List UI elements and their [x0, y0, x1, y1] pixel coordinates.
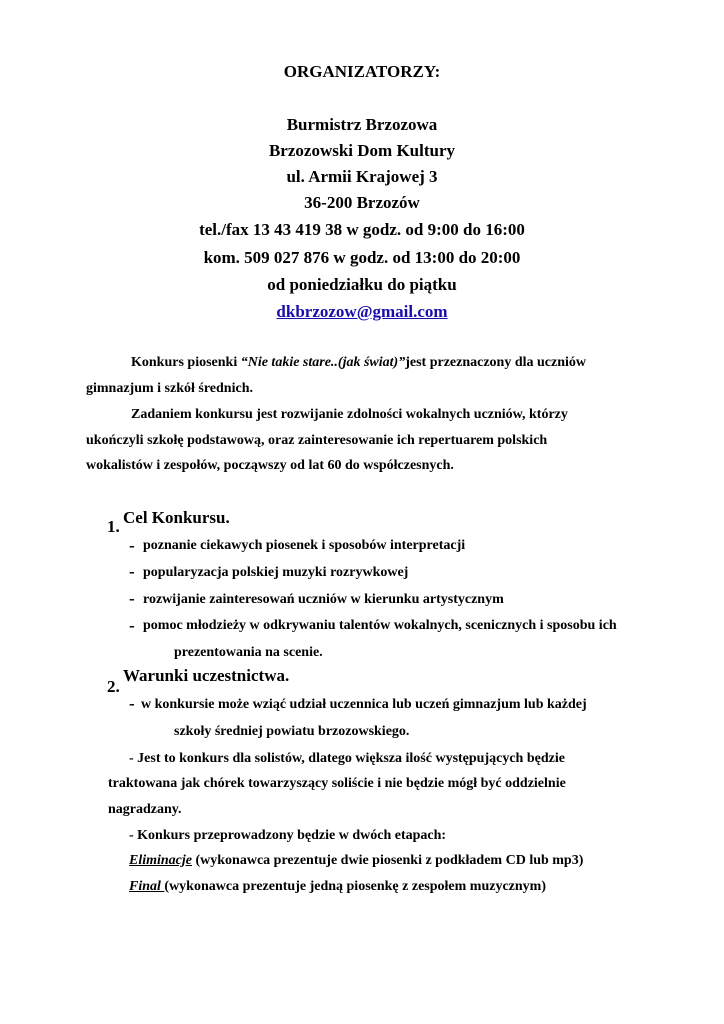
- intro-line-2: gimnazjum i szkół średnich.: [86, 381, 253, 396]
- section2-title: Warunki uczestnictwa.: [123, 666, 290, 685]
- phone-fax: tel./fax 13 43 419 38 w godz. od 9:00 do 16:00: [199, 220, 525, 239]
- stage-final-label: Final: [129, 879, 165, 894]
- section2-condition-2-cont: traktowana jak chórek towarzyszący soliście i nie będzie mógł być oddzielnie: [108, 776, 566, 791]
- bullet-dash: -: [129, 589, 135, 608]
- organizer-line: Brzozowski Dom Kultury: [268, 141, 456, 160]
- section1-item: popularyzacja polskiej muzyki rozrywkowej: [143, 565, 409, 580]
- mobile-phone: kom. 509 027 876 w godz. od 13:00 do 20:00: [203, 248, 521, 267]
- section2-condition-2-end: nagradzany.: [108, 802, 182, 817]
- office-days: od poniedziałku do piątku: [267, 275, 457, 294]
- section1-item: poznanie ciekawych piosenek i sposobów interpretacji: [143, 538, 466, 553]
- stage-eliminations-label: Eliminacje: [129, 853, 192, 868]
- address-street: ul. Armii Krajowej 3: [286, 167, 438, 186]
- organizers-heading: ORGANIZATORZY:: [283, 62, 441, 81]
- section2-condition-1-cont: szkoły średniej powiatu brzozowskiego.: [174, 724, 410, 739]
- bullet-dash: -: [129, 694, 135, 713]
- address-postal: 36-200 Brzozów: [304, 193, 420, 212]
- section1-item: rozwijanie zainteresowań uczniów w kierunku artystycznym: [143, 592, 504, 607]
- section2-condition-3: - Konkurs przeprowadzony będzie w dwóch etapach:: [129, 828, 447, 843]
- organizer-line: Burmistrz Brzozowa: [286, 115, 438, 134]
- bullet-dash: -: [129, 562, 135, 581]
- intro-line-1: Konkurs piosenki “Nie takie stare..(jak świat)”jest przeznaczony dla uczniów: [131, 355, 587, 370]
- section1-item: pomoc młodzieży w odkrywaniu talentów wokalnych, scenicznych i sposobu ich: [143, 618, 617, 633]
- section2-condition-1: w konkursie może wziąć udział uczennica lub uczeń gimnazjum lub każdej: [141, 697, 587, 712]
- goal-line-2: ukończyli szkołę podstawową, oraz zainteresowanie ich repertuarem polskich: [86, 433, 548, 448]
- section1-number: 1.: [107, 517, 120, 536]
- section2-condition-2: - Jest to konkurs dla solistów, dlatego większa ilość występujących będzie: [129, 751, 565, 766]
- stage-final: Final (wykonawca prezentuje jedną piosenkę z zespołem muzycznym): [129, 879, 546, 894]
- bullet-dash: -: [129, 616, 135, 635]
- goal-line-1: Zadaniem konkursu jest rozwijanie zdolności wokalnych uczniów, którzy: [131, 407, 568, 422]
- stage-eliminations: Eliminacje (wykonawca prezentuje dwie piosenki z podkładem CD lub mp3): [129, 853, 584, 868]
- contest-title: “Nie takie stare..(jak świat)”: [240, 355, 406, 370]
- bullet-dash: -: [129, 536, 135, 555]
- section1-item-continued: prezentowania na scenie.: [174, 645, 323, 660]
- section1-title: Cel Konkursu.: [123, 508, 230, 527]
- goal-line-3: wokalistów i zespołów, począwszy od lat 60 do współczesnych.: [86, 458, 454, 473]
- section2-number: 2.: [107, 677, 120, 696]
- email-link[interactable]: dkbrzozow@gmail.com: [276, 302, 448, 321]
